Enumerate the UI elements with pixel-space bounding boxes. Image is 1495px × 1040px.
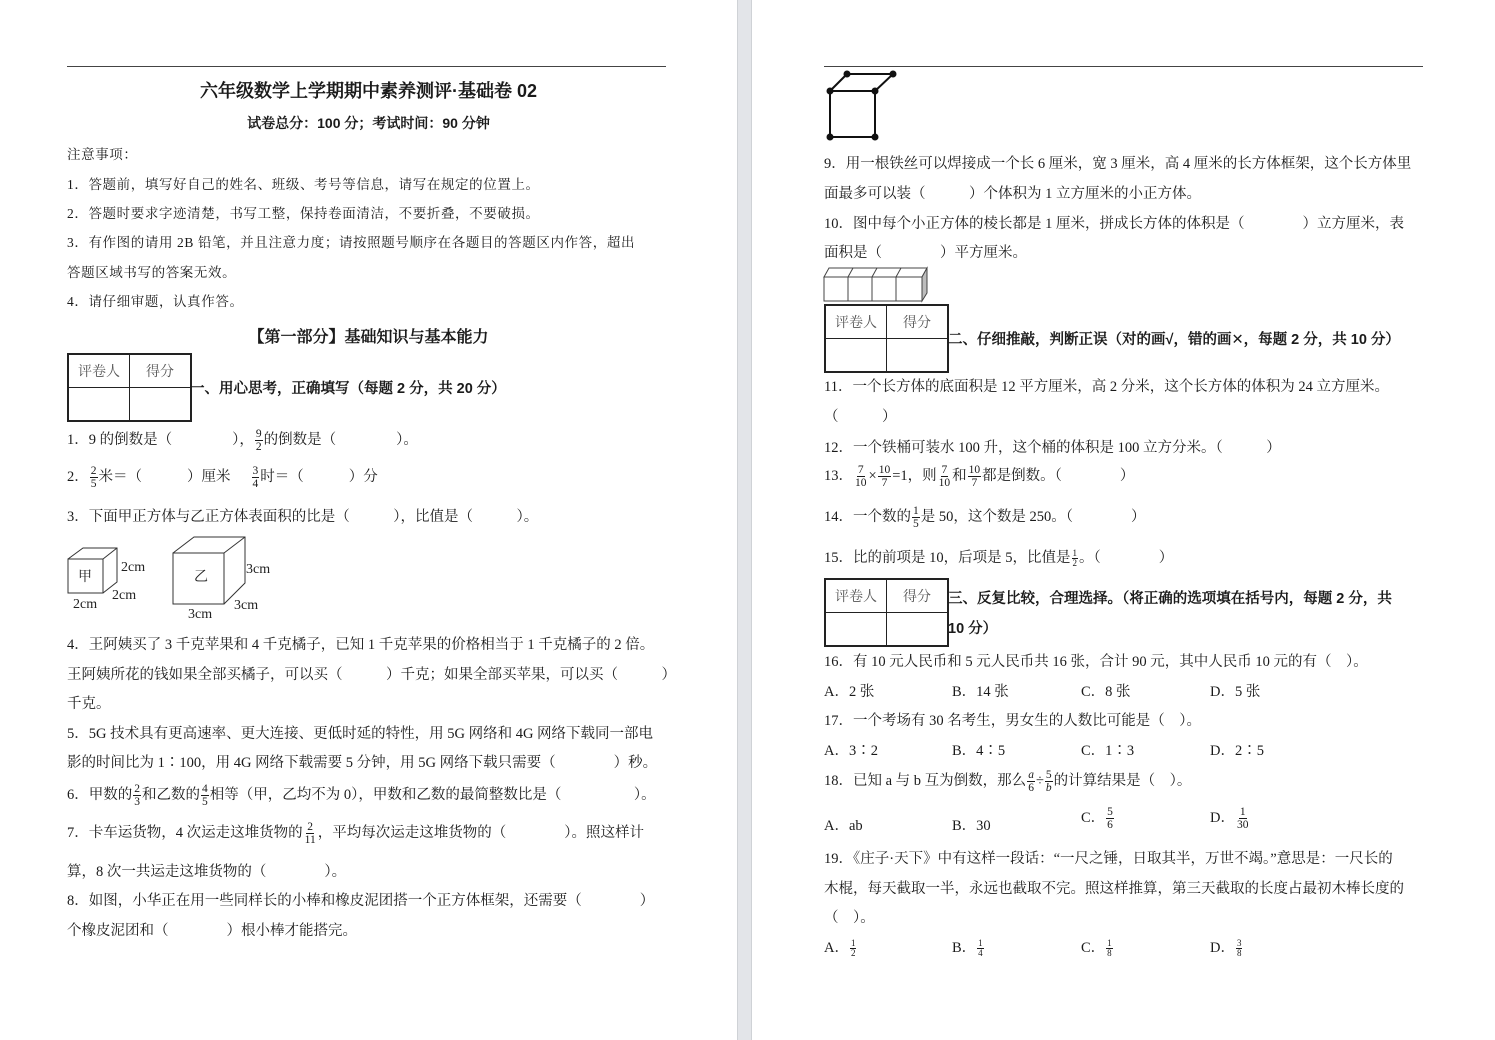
fraction: $\frac{3}{4}$ — [252, 465, 259, 491]
question-2: 2． $\frac{2}{5}$ 米＝（ ）厘米 $\frac{3}{4}$ 时＝（ ）分 — [67, 465, 378, 491]
score-table — [67, 353, 192, 422]
fraction: $\frac{1}{2}$ — [850, 938, 856, 959]
question-9: 9．用一根铁丝可以焊接成一个长 6 厘米，宽 3 厘米，高 4 厘米的长方体框架，这个长方体里 — [824, 156, 1412, 172]
svg-text:3cm: 3cm — [234, 598, 259, 613]
notice-item: 1．答题前，填写好自己的姓名、班级、考号等信息，请写在规定的位置上。 — [67, 177, 540, 192]
option-c[interactable]: C． $\frac{5}{6}$ — [1081, 806, 1113, 832]
fraction: $\frac{1}{4}$ — [978, 938, 983, 959]
question-19-line2: 木棍，每天截取一半，永远也截取不完。照这样推算，第三天截取的长度占最初木棒长度的 — [824, 881, 1404, 897]
cubes-figure — [60, 530, 360, 630]
option-b[interactable]: B．14 张 — [952, 684, 1009, 700]
question-14: 14．一个数的 $\frac{1}{5}$ 是 50，这个数是 250。（ ） — [824, 505, 1146, 531]
question-17: 17．一个考场有 30 名考生，男女生的人数比可能是（ ）。 — [824, 713, 1201, 729]
notice-item: 3．有作图的请用 2B 铅笔，并且注意力度；请按照题号顺序在各题目的答题区内作答，超出 — [67, 235, 636, 250]
grader-label: 评卷人 — [825, 305, 887, 339]
question-19: 19．《庄子·天下》中有这样一段话：“一尺之锤，日取其半，万世不竭。”意思是：一尺长的 — [824, 851, 1393, 867]
question-7-line2: 算，8 次一共运走这堆货物的（ ）。 — [67, 864, 347, 880]
question-4-line3: 千克。 — [67, 696, 111, 712]
question-5-line2: 影的时间比为 1∶100，用 4G 网络下载需要 5 分钟，用 5G 网络下载只需要（ ）秒。 — [67, 755, 658, 771]
header-rule — [824, 66, 1423, 67]
page-gutter — [737, 0, 752, 1040]
option-a[interactable]: A．2 张 — [824, 684, 875, 700]
fraction: $\frac{1}{5}$ — [913, 505, 919, 531]
svg-text:2cm: 2cm — [73, 597, 98, 612]
fraction: $\frac{2}{3}$ — [134, 783, 140, 809]
option-d[interactable]: D． $\frac{3}{8}$ — [1210, 938, 1242, 959]
fraction: $\frac{9}{2}$ — [255, 428, 262, 454]
svg-text:乙: 乙 — [194, 570, 208, 585]
score-label: 得分 — [887, 579, 949, 613]
question-12: 12．一个铁桶可装水 100 升，这个桶的体积是 100 立方分米。（ ） — [824, 440, 1281, 456]
question-4: 4．王阿姨买了 3 千克苹果和 4 千克橘子，已知 1 千克苹果的价格相当于 1 千克橘子的 2 倍。 — [67, 637, 655, 653]
grader-cell[interactable] — [68, 388, 130, 422]
fraction: $\frac{1}{30}$ — [1236, 806, 1249, 832]
question-6: 6．甲数的 $\frac{2}{3}$ 和乙数的 $\frac{4}{5}$ 相等（甲，乙均不为 0），甲数和乙数的最简整数比是（ ）。 — [67, 783, 656, 809]
option-d[interactable]: D． $\frac{1}{30}$ — [1210, 806, 1249, 832]
question-11-line2: （ ） — [824, 409, 897, 425]
section-heading-3-line2: 10 分） — [948, 621, 998, 637]
svg-text:2cm: 2cm — [121, 560, 146, 575]
score-cell[interactable] — [887, 613, 949, 647]
fraction: $\frac{7}{10}$ — [855, 464, 867, 490]
score-label: 得分 — [887, 305, 949, 339]
svg-text:2cm: 2cm — [112, 588, 137, 603]
fraction: $\frac{5}{b}$ — [1045, 769, 1052, 795]
question-5: 5．5G 技术具有更高速率、更大连接、更低时延的特性，用 5G 网络和 4G 网络下载同一部电 — [67, 726, 654, 742]
question-11: 11．一个长方体的底面积是 12 平方厘米，高 2 分米，这个长方体的体积为 24 立方厘米。 — [824, 379, 1389, 395]
fraction: $\frac{2}{5}$ — [90, 465, 97, 491]
fraction: $\frac{1}{2}$ — [1072, 548, 1077, 569]
page-left — [0, 0, 737, 1040]
question-8-line2: 个橡皮泥团和（ ）根小棒才能搭完。 — [67, 923, 357, 939]
option-d[interactable]: D．5 张 — [1210, 684, 1261, 700]
question-4-line2: 王阿姨所花的钱如果全部买橘子，可以买（ ）千克；如果全部买苹果，可以买（ ） — [67, 667, 676, 683]
option-b[interactable]: B．30 — [952, 818, 991, 834]
question-18: 18．已知 a 与 b 互为倒数，那么 $\frac{a}{6}$ ÷ $\frac{5}{b}$ 的计算结果是（ ）。 — [824, 769, 1192, 795]
fraction: $\frac{2}{11}$ — [304, 821, 316, 847]
question-16: 16．有 10 元人民币和 5 元人民币共 16 张，合计 90 元，其中人民币 10 元的有（ ）。 — [824, 654, 1368, 670]
svg-text:甲: 甲 — [78, 570, 92, 585]
fraction: $\frac{5}{6}$ — [1107, 806, 1113, 832]
grader-cell[interactable] — [825, 339, 887, 373]
option-b[interactable]: B．4∶5 — [952, 743, 1006, 759]
fraction: $\frac{1}{8}$ — [1107, 938, 1112, 959]
fraction: $\frac{3}{8}$ — [1236, 938, 1242, 959]
option-c[interactable]: C．1∶3 — [1081, 743, 1135, 759]
grader-label: 评卷人 — [68, 354, 130, 388]
option-d[interactable]: D．2∶5 — [1210, 743, 1264, 759]
section-heading-3: 三、反复比较，合理选择。（将正确的选项填在括号内，每题 2 分，共 — [948, 591, 1392, 607]
section-heading-1: 一、用心思考，正确填写（每题 2 分，共 20 分） — [190, 381, 506, 397]
option-a[interactable]: A．ab — [824, 818, 863, 834]
option-b[interactable]: B． $\frac{1}{4}$ — [952, 938, 983, 959]
score-cell[interactable] — [887, 339, 949, 373]
notice-item: 答题区域书写的答案无效。 — [67, 265, 237, 280]
svg-text:3cm: 3cm — [188, 607, 213, 622]
cube-frame-figure — [824, 70, 904, 145]
svg-text:3cm: 3cm — [246, 562, 271, 577]
score-table — [824, 578, 949, 647]
option-c[interactable]: C．8 张 — [1081, 684, 1131, 700]
page-title: 六年级数学上学期期中素养测评·基础卷 02 — [199, 81, 537, 101]
page-subtitle: 试卷总分：100 分；考试时间：90 分钟 — [247, 115, 490, 131]
question-15: 15．比的前项是 10，后项是 5，比值是 $\frac{1}{2}$ 。（ ） — [824, 548, 1174, 569]
question-9-line2: 面最多可以装（ ）个体积为 1 立方厘米的小正方体。 — [824, 186, 1201, 202]
notice-item: 2．答题时要求字迹清楚，书写工整，保持卷面清洁，不要折叠，不要破损。 — [67, 206, 540, 221]
grader-cell[interactable] — [825, 613, 887, 647]
grader-label: 评卷人 — [825, 579, 887, 613]
option-a[interactable]: A．3∶2 — [824, 743, 878, 759]
page-right — [752, 0, 1495, 1040]
question-1: 1．9 的倒数是（ ）， $\frac{9}{2}$ 的倒数是（ ）。 — [67, 428, 418, 454]
question-7: 7．卡车运货物，4 次运走这堆货物的 $\frac{2}{11}$ ，平均每次运走这堆货物的（ ）。照这样计 — [67, 821, 644, 847]
fraction: $\frac{10}{7}$ — [878, 464, 891, 490]
option-c[interactable]: C． $\frac{1}{8}$ — [1081, 938, 1112, 959]
score-label: 得分 — [130, 354, 192, 388]
question-10: 10．图中每个小正方体的棱长都是 1 厘米，拼成长方体的体积是（ ）立方厘米，表 — [824, 216, 1404, 232]
notice-item: 4．请仔细审题，认真作答。 — [67, 294, 244, 309]
question-8: 8．如图，小华正在用一些同样长的小棒和橡皮泥团搭一个正方体框架，还需要（ ） — [67, 893, 655, 909]
cuboid-figure — [824, 266, 934, 302]
score-cell[interactable] — [130, 388, 192, 422]
question-19-line3: （ ）。 — [824, 910, 875, 926]
score-table — [824, 304, 949, 373]
fraction: $\frac{10}{7}$ — [968, 464, 981, 490]
question-10-line2: 面积是（ ）平方厘米。 — [824, 245, 1027, 261]
header-rule — [67, 66, 666, 67]
notice-heading: 注意事项： — [67, 147, 138, 162]
part-heading: 【第一部分】基础知识与基本能力 — [248, 329, 489, 346]
section-heading-2: 二、仔细推敲，判断正误（对的画√，错的画✕，每题 2 分，共 10 分） — [948, 332, 1400, 348]
fraction: $\frac{a}{6}$ — [1028, 769, 1034, 795]
fraction: $\frac{7}{10}$ — [938, 464, 951, 490]
question-3: 3．下面甲正方体与乙正方体表面积的比是（ ），比值是（ ）。 — [67, 509, 539, 525]
question-13: 13． $\frac{7}{10}$ × $\frac{10}{7}$ =1，则 $\frac{7}{10}$ 和 $\frac{10}{7}$ 都是倒数。（ ） — [824, 464, 1135, 490]
fraction: $\frac{4}{5}$ — [202, 783, 208, 809]
option-a[interactable]: A． $\frac{1}{2}$ — [824, 938, 856, 959]
